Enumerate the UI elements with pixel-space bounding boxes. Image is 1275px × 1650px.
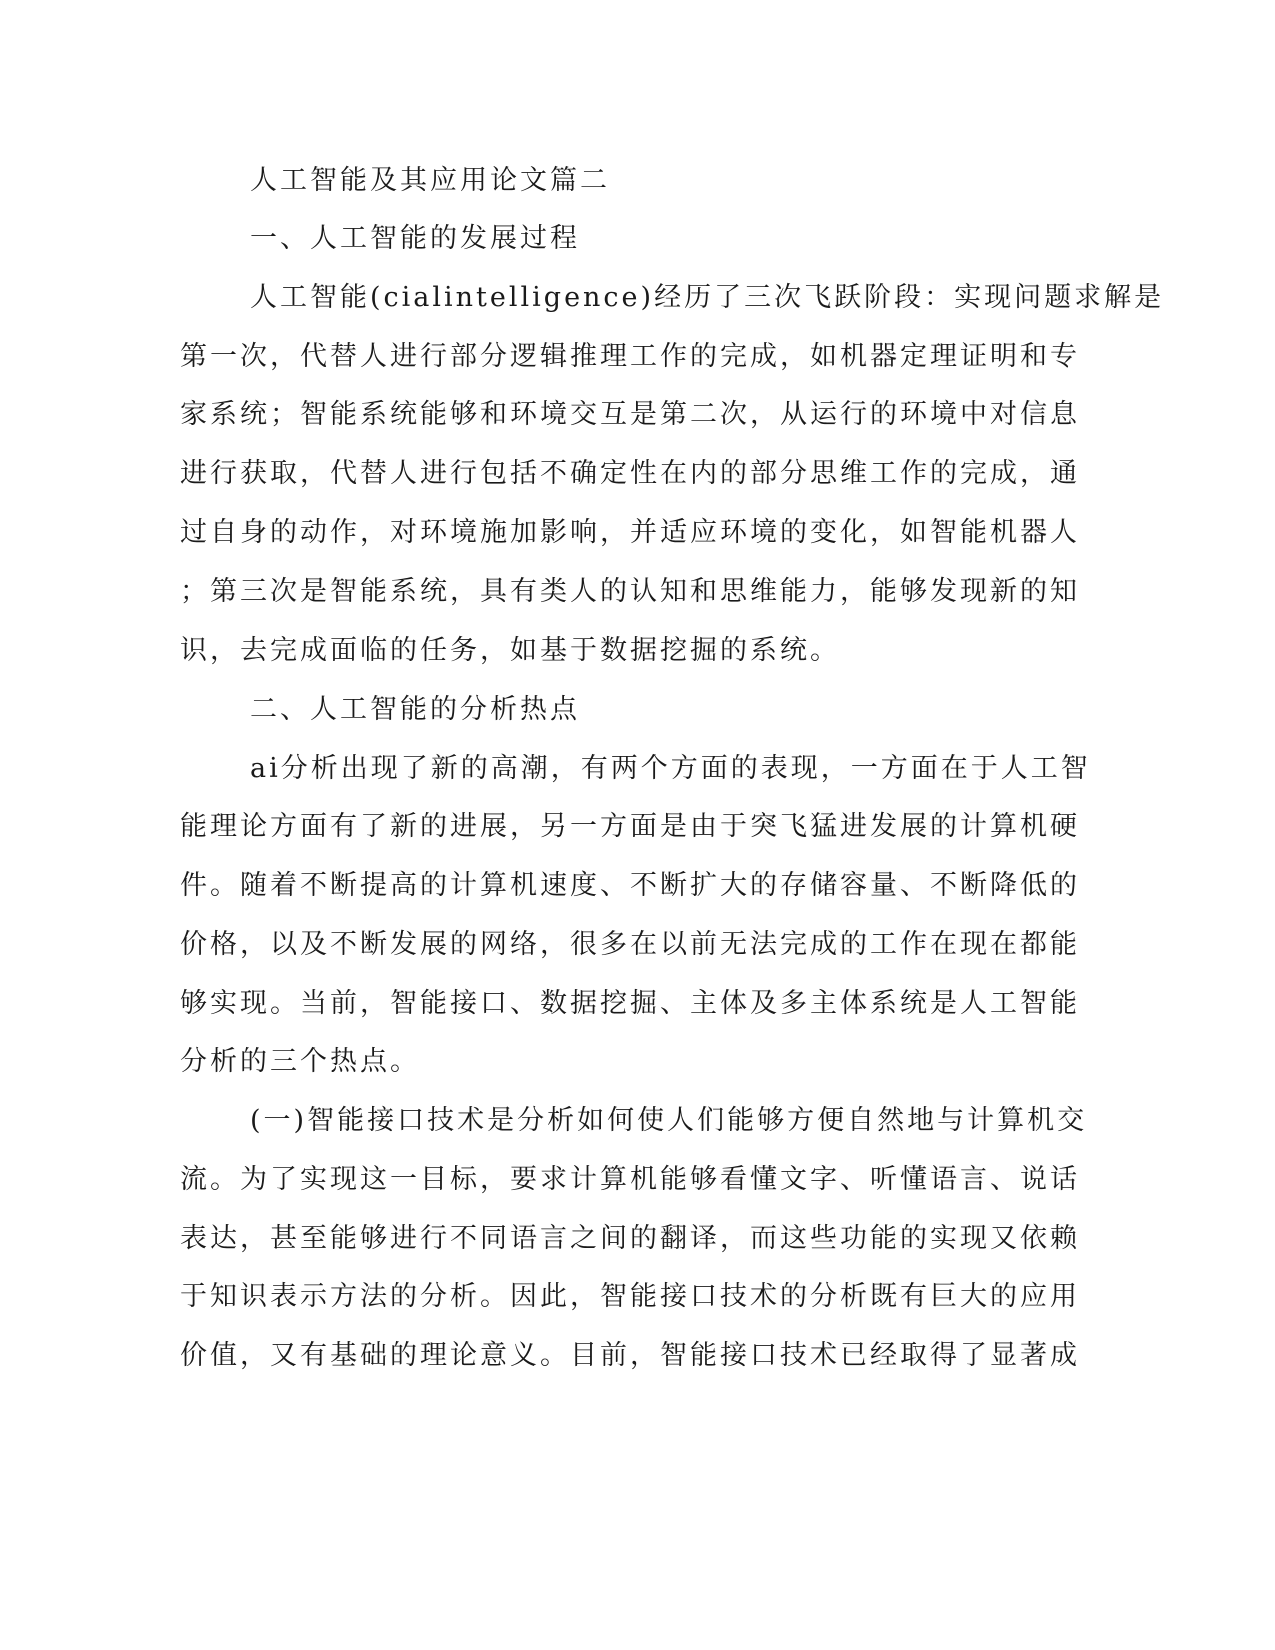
paragraph-line: ai分析出现了新的高潮，有两个方面的表现，一方面在于人工智 bbox=[250, 753, 1091, 784]
section-heading-2: 二、人工智能的分析热点 bbox=[250, 694, 580, 725]
paragraph-line: 过自身的动作，对环境施加影响，并适应环境的变化，如智能机器人 bbox=[180, 517, 1080, 548]
paragraph-line: 家系统；智能系统能够和环境交互是第二次，从运行的环境中对信息 bbox=[180, 399, 1080, 430]
document-title: 人工智能及其应用论文篇二 bbox=[250, 165, 610, 196]
paragraph-line: 够实现。当前，智能接口、数据挖掘、主体及多主体系统是人工智能 bbox=[180, 988, 1080, 1019]
paragraph-line: 能理论方面有了新的进展，另一方面是由于突飞猛进发展的计算机硬 bbox=[180, 811, 1080, 842]
paragraph-line: 第一次，代替人进行部分逻辑推理工作的完成，如机器定理证明和专 bbox=[180, 341, 1080, 372]
paragraph-line: 于知识表示方法的分析。因此，智能接口技术的分析既有巨大的应用 bbox=[180, 1281, 1080, 1312]
paragraph-line: 人工智能(cialintelligence)经历了三次飞跃阶段：实现问题求解是 bbox=[250, 282, 1165, 313]
paragraph-line: 流。为了实现这一目标，要求计算机能够看懂文字、听懂语言、说话 bbox=[180, 1164, 1080, 1195]
paragraph-line: (一)智能接口技术是分析如何使人们能够方便自然地与计算机交 bbox=[250, 1105, 1088, 1136]
paragraph-line: 价格，以及不断发展的网络，很多在以前无法完成的工作在现在都能 bbox=[180, 929, 1080, 960]
paragraph-line: ；第三次是智能系统，具有类人的认知和思维能力，能够发现新的知 bbox=[180, 576, 1080, 607]
paragraph-line: 价值，又有基础的理论意义。目前，智能接口技术已经取得了显著成 bbox=[180, 1340, 1080, 1371]
paragraph-line: 识，去完成面临的任务，如基于数据挖掘的系统。 bbox=[180, 635, 840, 666]
paragraph-line: 分析的三个热点。 bbox=[180, 1046, 420, 1077]
section-heading-1: 一、人工智能的发展过程 bbox=[250, 223, 580, 254]
paragraph-line: 表达，甚至能够进行不同语言之间的翻译，而这些功能的实现又依赖 bbox=[180, 1223, 1080, 1254]
paragraph-line: 件。随着不断提高的计算机速度、不断扩大的存储容量、不断降低的 bbox=[180, 870, 1080, 901]
paragraph-line: 进行获取，代替人进行包括不确定性在内的部分思维工作的完成，通 bbox=[180, 458, 1080, 489]
